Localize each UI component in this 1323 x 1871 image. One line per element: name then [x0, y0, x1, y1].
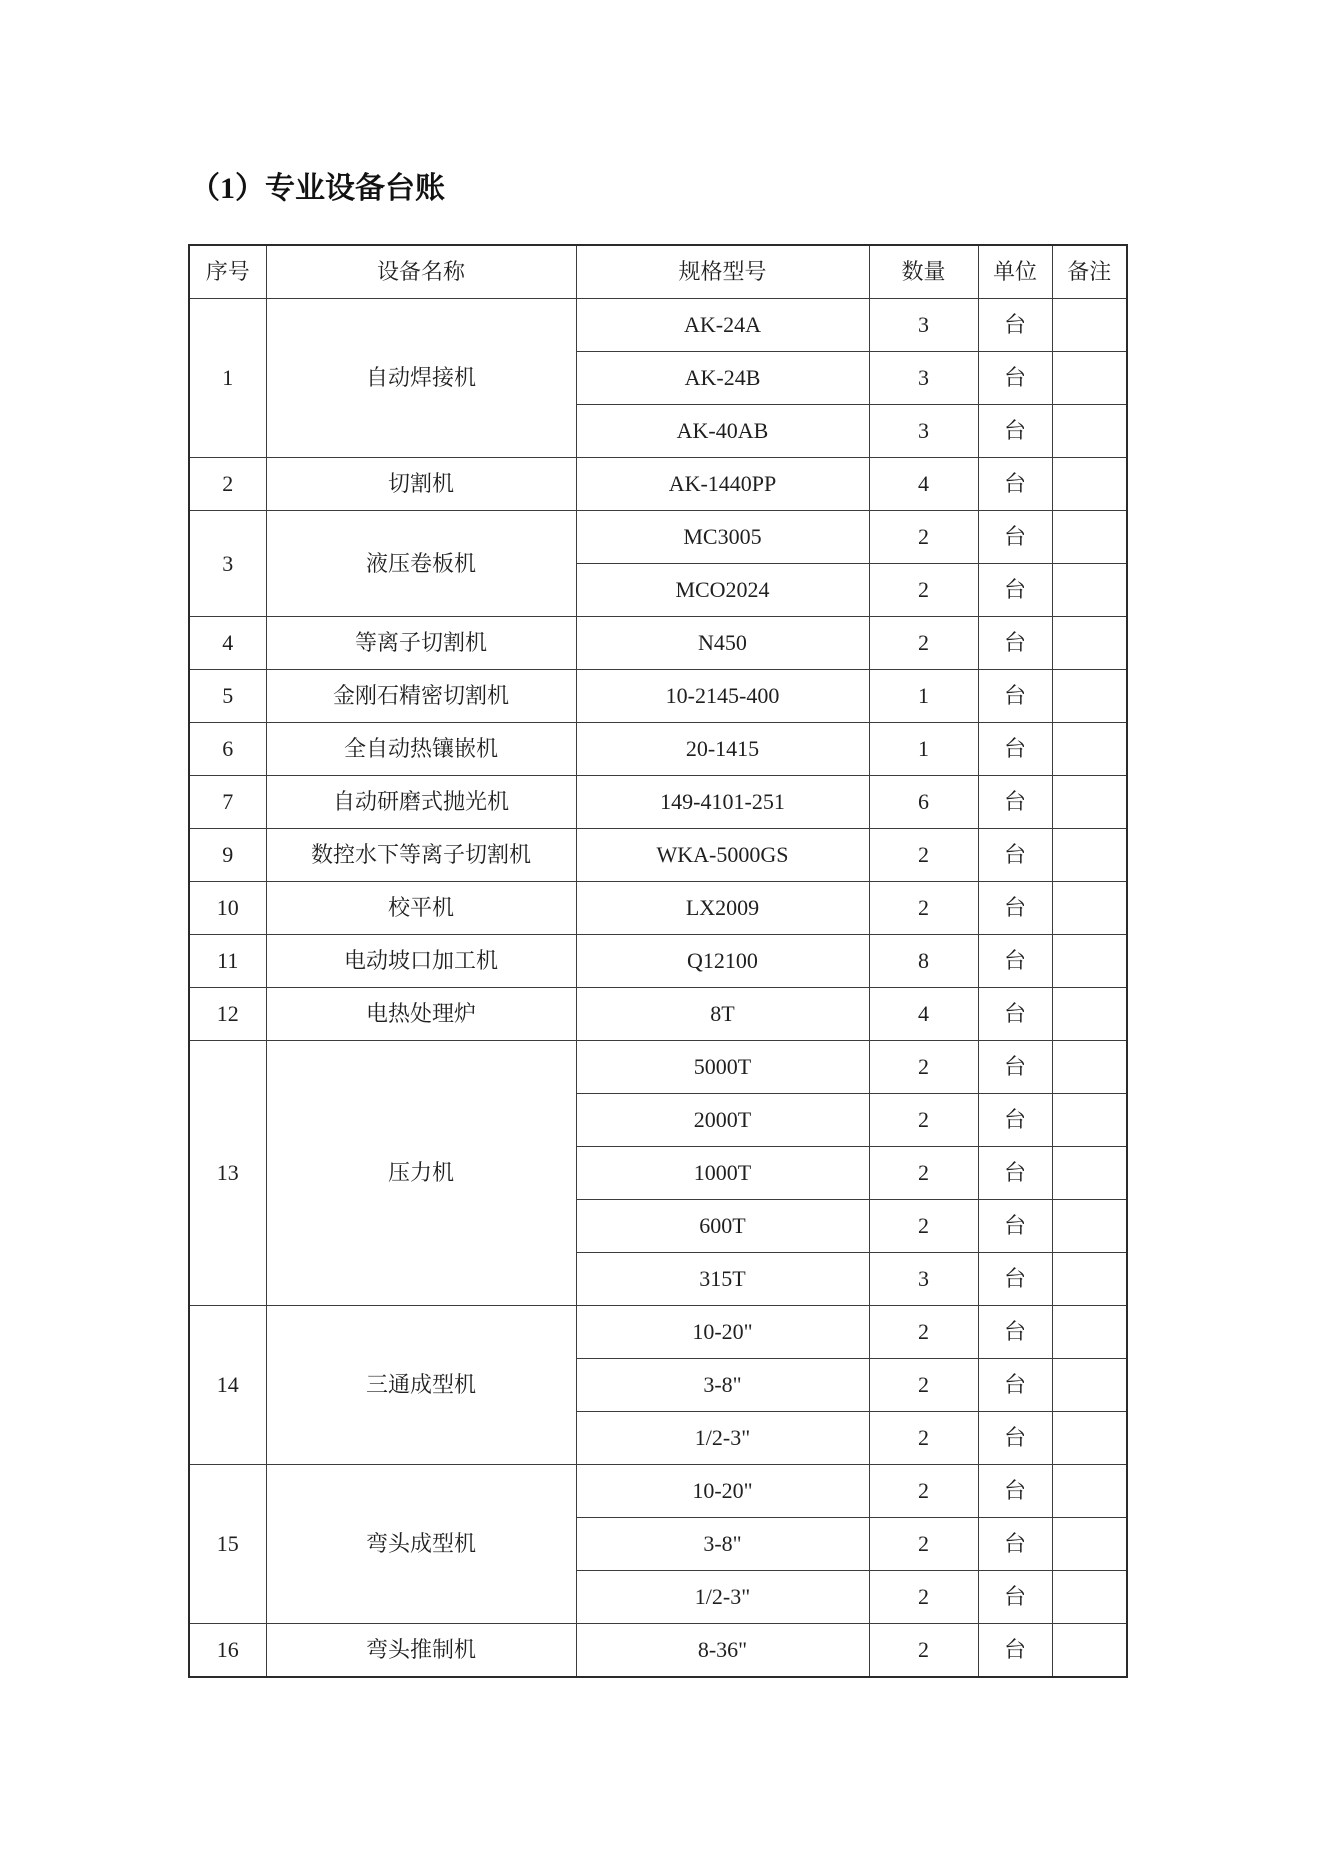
cell-note [1052, 1571, 1127, 1624]
cell-serial-number: 10 [189, 882, 266, 935]
cell-note [1052, 1465, 1127, 1518]
cell-equipment-name: 数控水下等离子切割机 [266, 829, 576, 882]
table-row [189, 829, 1127, 882]
cell-unit: 台 [978, 1412, 1052, 1465]
cell-quantity: 4 [869, 988, 978, 1041]
cell-spec-model: 1/2-3" [576, 1571, 869, 1624]
cell-note [1052, 1253, 1127, 1306]
cell-equipment-name: 全自动热镶嵌机 [266, 723, 576, 776]
table-row [189, 1306, 1127, 1359]
cell-spec-model: 315T [576, 1253, 869, 1306]
cell-unit: 台 [978, 1624, 1052, 1678]
cell-serial-number: 13 [189, 1041, 266, 1306]
cell-equipment-name: 校平机 [266, 882, 576, 935]
cell-unit: 台 [978, 670, 1052, 723]
header-unit: 单位 [978, 245, 1052, 299]
table-row [189, 1041, 1127, 1094]
cell-quantity: 2 [869, 1571, 978, 1624]
cell-spec-model: LX2009 [576, 882, 869, 935]
cell-serial-number: 7 [189, 776, 266, 829]
cell-quantity: 3 [869, 352, 978, 405]
cell-serial-number: 6 [189, 723, 266, 776]
cell-equipment-name: 切割机 [266, 458, 576, 511]
cell-serial-number: 2 [189, 458, 266, 511]
cell-note [1052, 352, 1127, 405]
cell-note [1052, 1041, 1127, 1094]
cell-unit: 台 [978, 1306, 1052, 1359]
table-row [189, 776, 1127, 829]
cell-note [1052, 988, 1127, 1041]
cell-equipment-name: 自动研磨式抛光机 [266, 776, 576, 829]
table-row [189, 617, 1127, 670]
cell-note [1052, 670, 1127, 723]
header-note: 备注 [1052, 245, 1127, 299]
cell-spec-model: 10-2145-400 [576, 670, 869, 723]
cell-note [1052, 776, 1127, 829]
cell-unit: 台 [978, 1359, 1052, 1412]
table-row [189, 670, 1127, 723]
cell-note [1052, 1359, 1127, 1412]
cell-equipment-name: 电动坡口加工机 [266, 935, 576, 988]
cell-unit: 台 [978, 1465, 1052, 1518]
cell-unit: 台 [978, 352, 1052, 405]
cell-spec-model: 8T [576, 988, 869, 1041]
cell-equipment-name: 金刚石精密切割机 [266, 670, 576, 723]
cell-quantity: 2 [869, 511, 978, 564]
cell-note [1052, 1624, 1127, 1678]
header-serial-number: 序号 [189, 245, 266, 299]
cell-equipment-name: 自动焊接机 [266, 299, 576, 458]
cell-unit: 台 [978, 776, 1052, 829]
cell-serial-number: 3 [189, 511, 266, 617]
cell-quantity: 2 [869, 1200, 978, 1253]
cell-quantity: 2 [869, 1147, 978, 1200]
cell-spec-model: N450 [576, 617, 869, 670]
cell-spec-model: AK-1440PP [576, 458, 869, 511]
cell-spec-model: 3-8" [576, 1359, 869, 1412]
cell-equipment-name: 三通成型机 [266, 1306, 576, 1465]
cell-note [1052, 564, 1127, 617]
table-row [189, 882, 1127, 935]
cell-unit: 台 [978, 1518, 1052, 1571]
cell-note [1052, 829, 1127, 882]
cell-unit: 台 [978, 829, 1052, 882]
cell-quantity: 1 [869, 723, 978, 776]
cell-spec-model: 10-20" [576, 1306, 869, 1359]
cell-note [1052, 511, 1127, 564]
cell-note [1052, 1412, 1127, 1465]
cell-quantity: 2 [869, 1624, 978, 1678]
cell-quantity: 2 [869, 829, 978, 882]
cell-equipment-name: 电热处理炉 [266, 988, 576, 1041]
cell-equipment-name: 液压卷板机 [266, 511, 576, 617]
cell-serial-number: 14 [189, 1306, 266, 1465]
table-row [189, 299, 1127, 352]
cell-unit: 台 [978, 511, 1052, 564]
cell-spec-model: 5000T [576, 1041, 869, 1094]
table-row [189, 723, 1127, 776]
table-row [189, 1465, 1127, 1518]
cell-serial-number: 4 [189, 617, 266, 670]
cell-note [1052, 299, 1127, 352]
cell-serial-number: 12 [189, 988, 266, 1041]
cell-quantity: 2 [869, 1465, 978, 1518]
section-title: （1）专业设备台账 [190, 172, 445, 205]
cell-unit: 台 [978, 1147, 1052, 1200]
cell-serial-number: 1 [189, 299, 266, 458]
equipment-table-body [189, 299, 1127, 1678]
cell-spec-model: 149-4101-251 [576, 776, 869, 829]
cell-spec-model: AK-24B [576, 352, 869, 405]
cell-equipment-name: 压力机 [266, 1041, 576, 1306]
cell-spec-model: 1/2-3" [576, 1412, 869, 1465]
cell-serial-number: 15 [189, 1465, 266, 1624]
cell-spec-model: 8-36" [576, 1624, 869, 1678]
cell-note [1052, 1200, 1127, 1253]
cell-note [1052, 1306, 1127, 1359]
table-row [189, 1624, 1127, 1678]
cell-note [1052, 882, 1127, 935]
cell-unit: 台 [978, 564, 1052, 617]
cell-quantity: 2 [869, 882, 978, 935]
header-spec-model: 规格型号 [576, 245, 869, 299]
table-row [189, 935, 1127, 988]
cell-quantity: 2 [869, 1412, 978, 1465]
cell-spec-model: 3-8" [576, 1518, 869, 1571]
cell-quantity: 2 [869, 1306, 978, 1359]
cell-note [1052, 1518, 1127, 1571]
cell-spec-model: 2000T [576, 1094, 869, 1147]
cell-equipment-name: 等离子切割机 [266, 617, 576, 670]
cell-note [1052, 405, 1127, 458]
cell-unit: 台 [978, 1041, 1052, 1094]
cell-unit: 台 [978, 1094, 1052, 1147]
cell-quantity: 2 [869, 1094, 978, 1147]
cell-note [1052, 617, 1127, 670]
cell-serial-number: 16 [189, 1624, 266, 1678]
cell-quantity: 1 [869, 670, 978, 723]
table-row [189, 988, 1127, 1041]
cell-spec-model: WKA-5000GS [576, 829, 869, 882]
cell-quantity: 3 [869, 299, 978, 352]
cell-quantity: 2 [869, 617, 978, 670]
cell-unit: 台 [978, 1253, 1052, 1306]
cell-quantity: 4 [869, 458, 978, 511]
cell-quantity: 3 [869, 405, 978, 458]
cell-unit: 台 [978, 1200, 1052, 1253]
cell-equipment-name: 弯头推制机 [266, 1624, 576, 1678]
header-equipment-name: 设备名称 [266, 245, 576, 299]
cell-equipment-name: 弯头成型机 [266, 1465, 576, 1624]
cell-spec-model: MC3005 [576, 511, 869, 564]
cell-unit: 台 [978, 299, 1052, 352]
cell-unit: 台 [978, 1571, 1052, 1624]
cell-quantity: 2 [869, 564, 978, 617]
cell-serial-number: 11 [189, 935, 266, 988]
cell-note [1052, 1147, 1127, 1200]
cell-unit: 台 [978, 988, 1052, 1041]
cell-note [1052, 458, 1127, 511]
cell-unit: 台 [978, 935, 1052, 988]
table-row [189, 458, 1127, 511]
cell-quantity: 2 [869, 1518, 978, 1571]
cell-spec-model: 600T [576, 1200, 869, 1253]
cell-unit: 台 [978, 405, 1052, 458]
cell-spec-model: 10-20" [576, 1465, 869, 1518]
cell-unit: 台 [978, 617, 1052, 670]
cell-unit: 台 [978, 723, 1052, 776]
cell-serial-number: 5 [189, 670, 266, 723]
cell-quantity: 2 [869, 1359, 978, 1412]
cell-note [1052, 1094, 1127, 1147]
cell-spec-model: MCO2024 [576, 564, 869, 617]
header-quantity: 数量 [869, 245, 978, 299]
cell-quantity: 3 [869, 1253, 978, 1306]
cell-spec-model: AK-24A [576, 299, 869, 352]
cell-spec-model: AK-40AB [576, 405, 869, 458]
equipment-table [188, 244, 1128, 1678]
cell-quantity: 2 [869, 1041, 978, 1094]
cell-spec-model: Q12100 [576, 935, 869, 988]
cell-quantity: 8 [869, 935, 978, 988]
table-header-row [189, 245, 1127, 299]
cell-unit: 台 [978, 458, 1052, 511]
cell-unit: 台 [978, 882, 1052, 935]
cell-spec-model: 20-1415 [576, 723, 869, 776]
table-row [189, 511, 1127, 564]
cell-note [1052, 935, 1127, 988]
cell-quantity: 6 [869, 776, 978, 829]
cell-spec-model: 1000T [576, 1147, 869, 1200]
cell-serial-number: 9 [189, 829, 266, 882]
cell-note [1052, 723, 1127, 776]
